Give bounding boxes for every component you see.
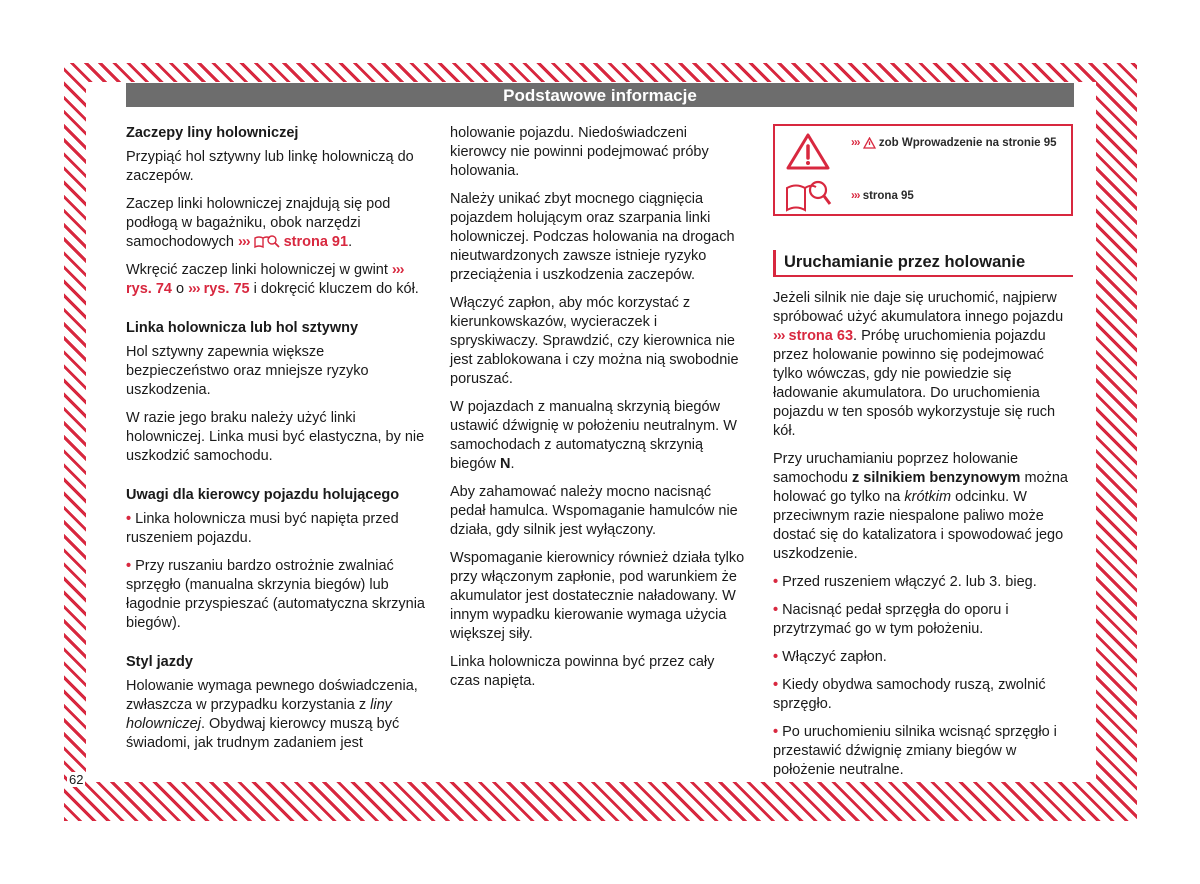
paragraph: Hol sztywny zapewnia większe bezpieczeństwo oraz mniejsze ryzyko uszkodzenia. [126, 344, 369, 398]
page-number: 62 [69, 772, 84, 787]
page-header [126, 83, 1074, 107]
bullet-dot: • [773, 724, 779, 740]
book-magnifier-icon [783, 176, 833, 216]
paragraph: Przy uruchamianiu poprzez holowanie samochodu z silnikiem benzynowym można holować go tylko na krótkim odcinku. W przeciwnym razie niespalone paliwo może dostać się do katalizatora i spowodować jego uszkodzenie. [773, 451, 1068, 562]
paragraph: Linka holownicza powinna być przez cały czas napięta. [450, 654, 715, 689]
bullet-dot: • [773, 649, 779, 665]
paragraph: Aby zahamować należy mocno nacisnąć pedał hamulca. Wspomaganie hamulców nie działa, gdy silnik jest wyłączony. [450, 484, 738, 538]
cross-ref-arrows: ››› [238, 234, 250, 250]
paragraph: Wspomaganie kierownicy również działa tylko przy włączonym zapłonie, pod warunkiem że akumulator jest dostatecznie naładowany. W innym wypadku kierowanie wymaga użycia większej siły. [450, 550, 745, 642]
list-item: • Linka holownicza musi być napięta przed ruszeniem pojazdu. [126, 511, 399, 546]
paragraph: W pojazdach z manualną skrzynią biegów ustawić dźwignię w położeniu neutralnym. W samochodach z automatyczną skrzynią biegów N. [450, 399, 737, 472]
paragraph: Przypiąć hol sztywny lub linkę holowniczą do zaczepów. [126, 149, 414, 184]
warning-box [773, 124, 1073, 216]
column-2 [450, 124, 746, 700]
paragraph: holowanie pojazdu. Niedoświadczeni kierowcy nie powinni podejmować próby holowania. [450, 125, 709, 179]
note-ref-text[interactable]: ››› strona 95 [851, 190, 914, 202]
column-3 [773, 124, 1073, 789]
link-strona-91[interactable]: strona 91 [283, 234, 349, 250]
bullet-dot: • [773, 574, 779, 590]
list-item: • Przy ruszaniu bardzo ostrożnie zwalniać sprzęgło (manualna skrzynia biegów) lub łagodnie przyspieszać (automatyczna skrzynia biegów). [126, 558, 425, 631]
page-header-title: Podstawowe informacje [503, 86, 697, 105]
heading-styl: Styl jazdy [126, 654, 193, 670]
paragraph: Należy unikać zbyt mocnego ciągnięcia pojazdem holującym oraz szarpania linki holowniczej. Podczas holowania na drogach nieutwardzonych zawsze istnieje ryzyko przeciążenia i uszkodzenia zaczepów. [450, 191, 735, 283]
paragraph: Holowanie wymaga pewnego doświadczenia, zwłaszcza w przypadku korzystania z liny holowniczej. Obydwaj kierowcy muszą być świadomi, jak trudnym zadaniem jest [126, 678, 418, 751]
link-rys-74[interactable]: rys. 74 [126, 281, 172, 297]
column-1 [126, 124, 426, 762]
paragraph: Włączyć zapłon, aby móc korzystać z kierunkowskazów, wycieraczek i spryskiwaczy. Sprawdzić, czy kierownica nie jest zablokowana i czy można nią swobodnie poruszać. [450, 295, 739, 387]
paragraph: Jeżeli silnik nie daje się uruchomić, najpierw spróbować użyć akumulatora innego pojazdu ››› strona 63. Próbę uruchomienia pojazdu przez holowanie powinno się podejmować tylko wówczas, gdy nie powiedzie się ładowanie akumulatora. Do uruchomienia pojazdu w ten sposób wykorzystuje się ruch kół. [773, 290, 1064, 439]
heading-uwagi: Uwagi dla kierowcy pojazdu holującego [126, 487, 400, 503]
warning-triangle-icon [783, 132, 833, 172]
list-item: • Nacisnąć pedał sprzęgła do oporu i przytrzymać go w tym położeniu. [773, 602, 1009, 637]
list-item: • Przed ruszeniem włączyć 2. lub 3. bieg. [773, 574, 1037, 590]
list-item: • Włączyć zapłon. [773, 649, 887, 665]
paragraph: Wkręcić zaczep linki holowniczej w gwint ››› rys. 74 o ››› rys. 75 i dokręcić kluczem do kół. [126, 262, 419, 297]
list-item: • Po uruchomieniu silnika wcisnąć sprzęgło i przestawić dźwignię zmiany biegów w położenie neutralne. [773, 724, 1057, 778]
warning-ref-text: ››› zob Wprowadzenie na stronie 95 [851, 137, 1057, 149]
list-item: • Kiedy obydwa samochody ruszą, zwolnić sprzęgło. [773, 677, 1046, 712]
paragraph: Zaczep linki holowniczej znajdują się pod podłogą w bagażniku, obok narzędzi samochodowych ››› strona 91. [126, 196, 391, 250]
paragraph: W razie jego braku należy użyć linki holowniczej. Linka musi być elastyczna, by nie uszkodzić samochodu. [126, 410, 425, 464]
bullet-dot: • [126, 511, 132, 527]
bullet-dot: • [126, 558, 132, 574]
book-magnifier-icon [254, 234, 280, 249]
section-title: Uruchamianie przez holowanie [773, 250, 1073, 277]
link-strona-63[interactable]: strona 63 [788, 328, 854, 344]
heading-zaczepy: Zaczepy liny holowniczej [126, 125, 299, 141]
bullet-dot: • [773, 602, 779, 618]
bullet-dot: • [773, 677, 779, 693]
small-warning-icon [863, 137, 876, 149]
link-rys-75[interactable]: rys. 75 [203, 281, 250, 297]
heading-linka: Linka holownicza lub hol sztywny [126, 320, 359, 336]
